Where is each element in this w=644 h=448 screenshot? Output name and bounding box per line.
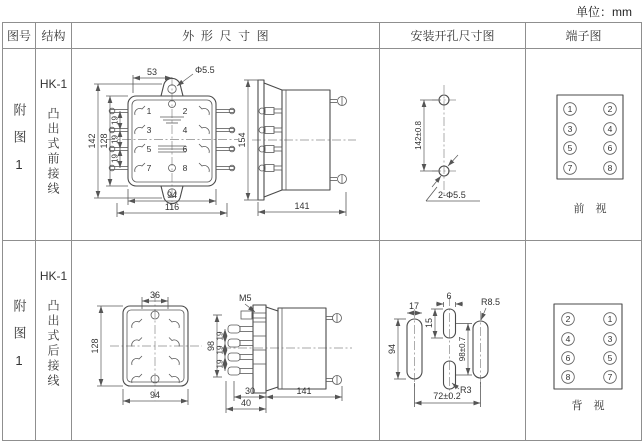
dim-label-141: 141 [294, 201, 310, 211]
terminal-number: 5 [146, 144, 152, 154]
pin-number: 3 [607, 334, 613, 344]
dim-label-pitch: 19 [215, 359, 225, 369]
pin-number: 3 [567, 124, 573, 134]
pin-number: 6 [607, 143, 613, 153]
structure-row1 [36, 49, 72, 241]
pin-number: 6 [565, 353, 571, 363]
terminal-number: 3 [146, 125, 152, 135]
unit-label: 单位：mm [576, 5, 632, 19]
side-view [206, 293, 352, 413]
dim-label-30: 30 [244, 386, 256, 396]
dim-label-98: 98 [206, 340, 216, 352]
dim-label-15: 15 [424, 317, 434, 329]
structure-row2 [36, 241, 72, 440]
dim-label-116: 116 [164, 202, 180, 212]
terminal-cell-row2 [526, 241, 641, 440]
pin-number: 1 [567, 104, 573, 114]
side-studs [259, 108, 282, 172]
outline-cell-row1 [72, 49, 380, 241]
dim-label-94: 94 [166, 190, 178, 200]
dim-label-pitch: 19 [215, 345, 225, 355]
dim-label-40: 40 [240, 398, 252, 408]
front-view [87, 65, 238, 217]
pin-number: 4 [565, 334, 571, 344]
header-structure: 结构 [36, 23, 72, 49]
row1-mounting-drawing [380, 49, 525, 240]
dim-label-36: 36 [149, 290, 161, 300]
side-view [237, 80, 356, 216]
dimension-table [2, 22, 642, 441]
fig-no-row1: 附图1 [3, 49, 36, 241]
dim-label-72: 72±0.2 [433, 391, 461, 401]
dimensions-side [206, 315, 342, 413]
header-mounting: 安装开孔尺寸图 [380, 23, 526, 49]
terminal-number: 8 [182, 163, 188, 173]
mounting-cell-row1 [380, 49, 526, 241]
pin-number: 7 [567, 163, 573, 173]
terminal-number: 1 [146, 106, 152, 116]
dim-label-53: 53 [146, 67, 158, 77]
model-label: HK-1 [39, 269, 68, 283]
dim-label-r3: R3 [460, 385, 472, 395]
pin-number: 7 [607, 372, 613, 382]
terminal-number: 2 [182, 106, 188, 116]
pin-number: 8 [565, 372, 571, 382]
dim-label-17: 17 [408, 301, 420, 311]
dim-label-94: 94 [387, 343, 397, 355]
model-label: HK-1 [39, 77, 68, 91]
dim-label-142: 142 [87, 133, 97, 149]
row2-terminal-diagram [526, 241, 640, 439]
terminal-cell-row1 [526, 49, 641, 241]
row2-mounting-drawing [380, 241, 525, 439]
dim-label-r85: R8.5 [481, 297, 501, 307]
dim-label-holes: 2-Φ5.5 [438, 190, 466, 200]
terminal-number: 4 [182, 125, 188, 135]
outline-cell-row2 [72, 241, 380, 440]
terminal-pins [562, 313, 617, 384]
pin-number: 5 [607, 353, 613, 363]
pin-number: 2 [565, 314, 571, 324]
dimensions-front [90, 290, 188, 405]
dim-label-6: 6 [446, 291, 452, 301]
structure-desc: 凸出式后接线 [46, 299, 60, 389]
terminal-number: 6 [182, 144, 188, 154]
pin-number: 1 [607, 314, 613, 324]
dim-label-154: 154 [237, 132, 247, 148]
row1-terminal-diagram [526, 49, 640, 240]
dim-label-128: 128 [90, 338, 100, 354]
dim-label-slot-span: 98±0.7 [458, 336, 467, 362]
terminal-pins [564, 103, 617, 175]
dim-label-128: 128 [99, 133, 109, 149]
header-terminal: 端子图 [526, 23, 641, 49]
header-outline: 外形尺寸图 [72, 23, 380, 49]
dim-label-m5: M5 [239, 293, 252, 303]
contact-symbols [132, 319, 179, 383]
structure-desc: 凸出式前接线 [46, 107, 60, 197]
pin-number: 4 [607, 124, 613, 134]
view-caption: 前 视 [573, 203, 607, 215]
dim-label-hole: Φ5.5 [195, 65, 215, 75]
fig-no-row2: 附图1 [3, 241, 36, 440]
row1-outline-drawing [72, 49, 379, 240]
mounting-cell-row2 [380, 241, 526, 440]
dim-label-pitch: 19 [215, 331, 225, 341]
rear-screws [326, 314, 342, 385]
pin-number: 2 [607, 104, 613, 114]
dimensions-front [87, 65, 227, 217]
dim-label-pitch: 19 [110, 135, 120, 144]
pin-number: 5 [567, 143, 573, 153]
pin-number: 8 [607, 163, 613, 173]
row2-outline-drawing [72, 241, 379, 439]
view-caption: 背 视 [571, 400, 605, 412]
header-fig-no: 图号 [3, 23, 36, 49]
front-view [90, 290, 202, 405]
rear-terminal-studs [228, 325, 253, 375]
dim-label-hole-span: 142±0.8 [414, 121, 423, 150]
terminal-number: 7 [146, 163, 152, 173]
dim-label-94: 94 [149, 390, 161, 400]
dim-label-141: 141 [296, 386, 312, 396]
dim-label-pitch: 19 [110, 116, 120, 125]
dim-label-pitch: 19 [110, 154, 120, 163]
